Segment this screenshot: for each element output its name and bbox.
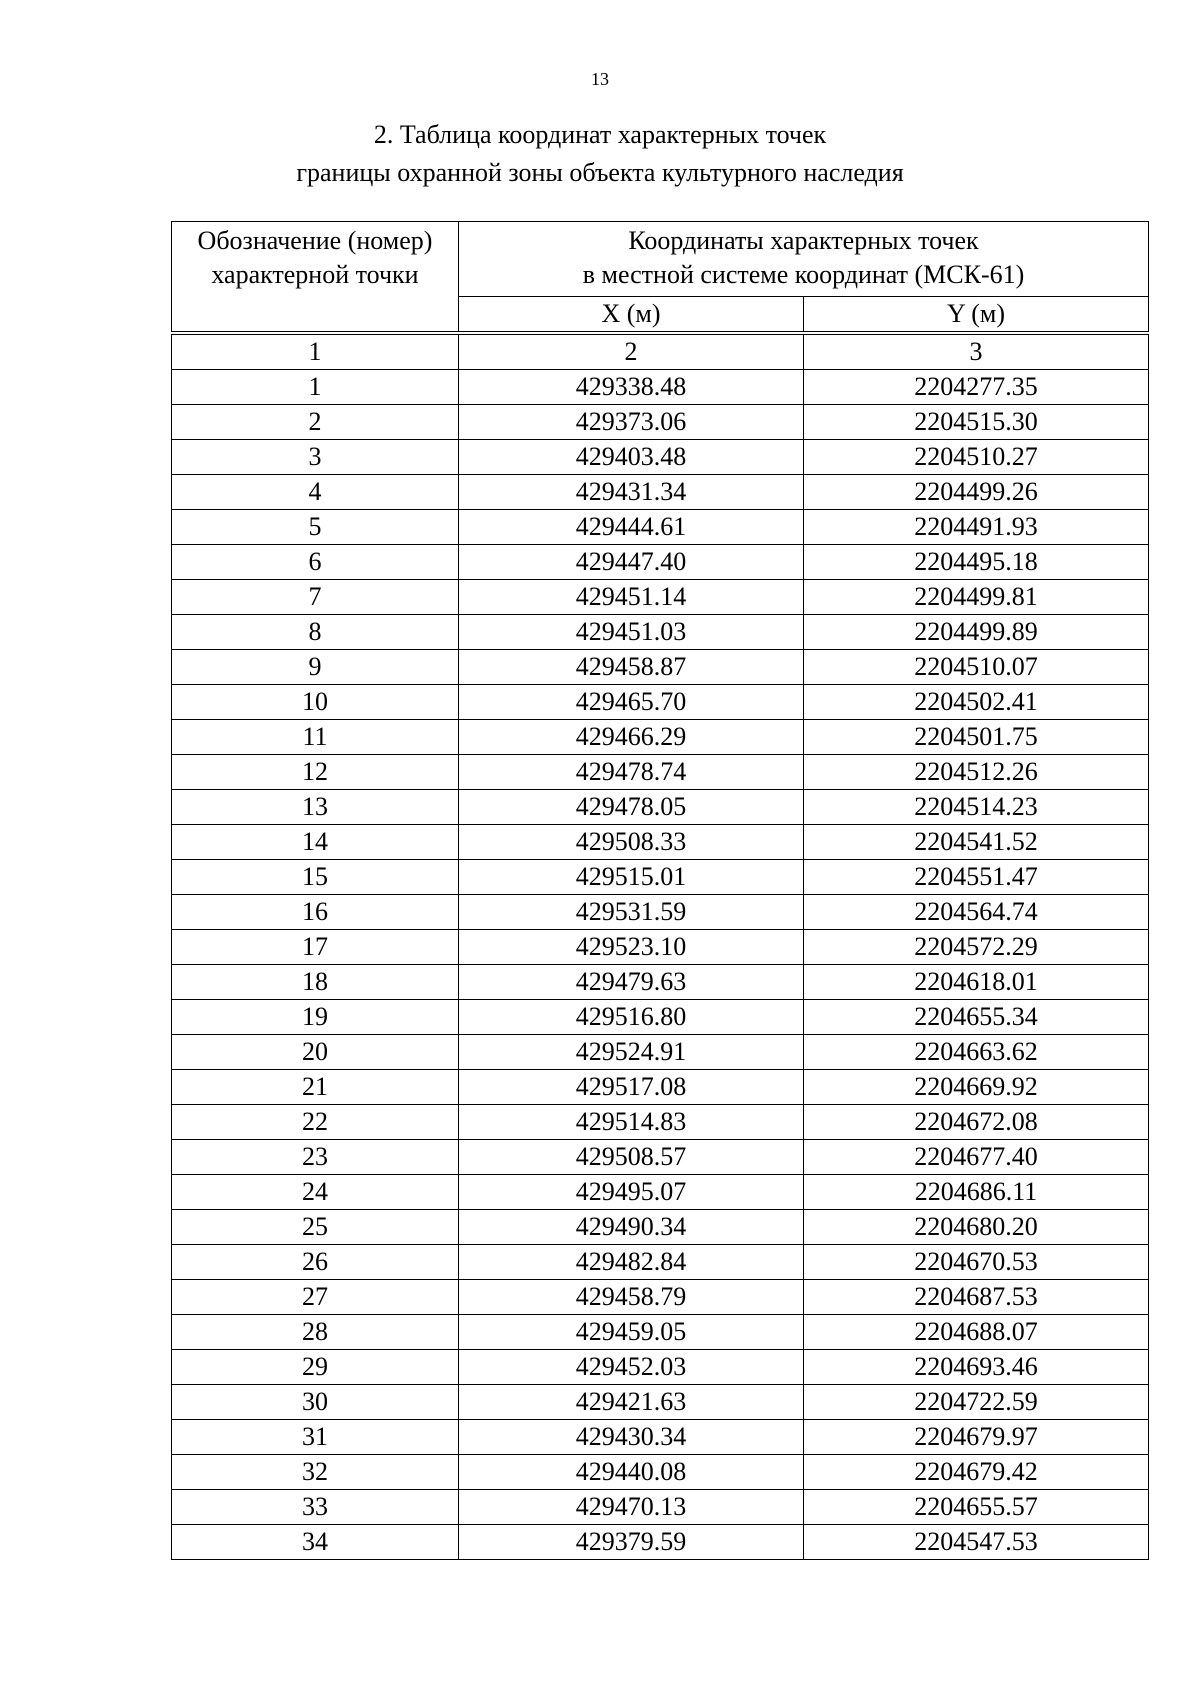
title-line-2: границы охранной зоны объекта культурного наследия: [296, 158, 904, 187]
table-row: [172, 1245, 1149, 1280]
x-coordinate-cell: 429490.34: [459, 1210, 804, 1245]
x-coordinate-cell: 429458.87: [459, 650, 804, 685]
point-number-cell: 27: [172, 1280, 459, 1315]
point-number-cell: 20: [172, 1035, 459, 1070]
table-row: [172, 1385, 1149, 1420]
y-coordinate-cell: 2204512.26: [804, 755, 1149, 790]
x-coordinate-cell: 429444.61: [459, 510, 804, 545]
point-number-cell: 15: [172, 860, 459, 895]
header-x: X (м): [459, 297, 804, 334]
point-number-cell: 1: [172, 370, 459, 405]
table-row: [172, 650, 1149, 685]
table-row: [172, 1105, 1149, 1140]
y-coordinate-cell: 2204499.89: [804, 615, 1149, 650]
x-coordinate-cell: 429379.59: [459, 1525, 804, 1560]
point-number-cell: 21: [172, 1070, 459, 1105]
table-row: [172, 370, 1149, 405]
point-number-cell: 25: [172, 1210, 459, 1245]
header-coordinates-line-1: Координаты характерных точек: [628, 226, 979, 255]
table-row: [172, 1350, 1149, 1385]
y-coordinate-cell: 2204688.07: [804, 1315, 1149, 1350]
table-row: [172, 965, 1149, 1000]
x-coordinate-cell: 429478.74: [459, 755, 804, 790]
header-point-designation-line-2: характерной точки: [211, 260, 419, 289]
y-coordinate-cell: 2204672.08: [804, 1105, 1149, 1140]
x-coordinate-cell: 429508.33: [459, 825, 804, 860]
point-number-cell: 3: [172, 440, 459, 475]
x-coordinate-cell: 429440.08: [459, 1455, 804, 1490]
y-coordinate-cell: 2204670.53: [804, 1245, 1149, 1280]
x-coordinate-cell: 429516.80: [459, 1000, 804, 1035]
table-row: [172, 930, 1149, 965]
x-coordinate-cell: 429466.29: [459, 720, 804, 755]
x-coordinate-cell: 429421.63: [459, 1385, 804, 1420]
x-coordinate-cell: 429478.05: [459, 790, 804, 825]
point-number-cell: 34: [172, 1525, 459, 1560]
table-row: [172, 720, 1149, 755]
y-coordinate-cell: 2204679.97: [804, 1420, 1149, 1455]
table-row: [172, 1420, 1149, 1455]
y-coordinate-cell: 2204564.74: [804, 895, 1149, 930]
y-coordinate-cell: 2204677.40: [804, 1140, 1149, 1175]
y-coordinate-cell: 2204541.52: [804, 825, 1149, 860]
table-row: [172, 1315, 1149, 1350]
y-coordinate-cell: 2204693.46: [804, 1350, 1149, 1385]
y-coordinate-cell: 2204663.62: [804, 1035, 1149, 1070]
y-coordinate-cell: 2204501.75: [804, 720, 1149, 755]
y-coordinate-cell: 2204491.93: [804, 510, 1149, 545]
y-coordinate-cell: 2204551.47: [804, 860, 1149, 895]
x-coordinate-cell: 429479.63: [459, 965, 804, 1000]
x-coordinate-cell: 429451.03: [459, 615, 804, 650]
table-row: [172, 685, 1149, 720]
x-coordinate-cell: 429517.08: [459, 1070, 804, 1105]
x-coordinate-cell: 429524.91: [459, 1035, 804, 1070]
table-row: [172, 545, 1149, 580]
document-title: [0, 116, 1200, 192]
y-coordinate-cell: 2204510.07: [804, 650, 1149, 685]
header-coordinates: [459, 222, 1149, 297]
table-row: [172, 1490, 1149, 1525]
y-coordinate-cell: 2204515.30: [804, 405, 1149, 440]
point-number-cell: 7: [172, 580, 459, 615]
y-coordinate-cell: 2204722.59: [804, 1385, 1149, 1420]
point-number-cell: 13: [172, 790, 459, 825]
x-coordinate-cell: 429338.48: [459, 370, 804, 405]
table-row: [172, 1525, 1149, 1560]
table-row: [172, 580, 1149, 615]
y-coordinate-cell: 2204514.23: [804, 790, 1149, 825]
point-number-cell: 9: [172, 650, 459, 685]
point-number-cell: 10: [172, 685, 459, 720]
point-number-cell: 22: [172, 1105, 459, 1140]
x-coordinate-cell: 429515.01: [459, 860, 804, 895]
point-number-cell: 32: [172, 1455, 459, 1490]
y-coordinate-cell: 2204499.81: [804, 580, 1149, 615]
x-coordinate-cell: 429482.84: [459, 1245, 804, 1280]
page-number: 13: [591, 69, 609, 89]
point-number-cell: 4: [172, 475, 459, 510]
x-coordinate-cell: 429459.05: [459, 1315, 804, 1350]
y-coordinate-cell: 2204686.11: [804, 1175, 1149, 1210]
y-coordinate-cell: 2204510.27: [804, 440, 1149, 475]
y-coordinate-cell: 2204680.20: [804, 1210, 1149, 1245]
table-header: [172, 222, 1149, 334]
x-coordinate-cell: 429470.13: [459, 1490, 804, 1525]
table-row: [172, 1455, 1149, 1490]
point-number-cell: 33: [172, 1490, 459, 1525]
table-row: [172, 825, 1149, 860]
x-coordinate-cell: 429403.48: [459, 440, 804, 475]
column-number-1: 1: [172, 333, 459, 370]
x-coordinate-cell: 429447.40: [459, 545, 804, 580]
y-coordinate-cell: 2204655.34: [804, 1000, 1149, 1035]
point-number-cell: 2: [172, 405, 459, 440]
point-number-cell: 28: [172, 1315, 459, 1350]
table-row: [172, 1210, 1149, 1245]
point-number-cell: 31: [172, 1420, 459, 1455]
y-coordinate-cell: 2204679.42: [804, 1455, 1149, 1490]
header-y: Y (м): [804, 297, 1149, 334]
header-coordinates-line-2: в местной системе координат (МСК-61): [582, 260, 1025, 289]
point-number-cell: 5: [172, 510, 459, 545]
y-coordinate-cell: 2204655.57: [804, 1490, 1149, 1525]
table-row: [172, 510, 1149, 545]
table-row: [172, 790, 1149, 825]
point-number-cell: 26: [172, 1245, 459, 1280]
point-number-cell: 17: [172, 930, 459, 965]
x-coordinate-cell: 429514.83: [459, 1105, 804, 1140]
x-coordinate-cell: 429531.59: [459, 895, 804, 930]
x-coordinate-cell: 429373.06: [459, 405, 804, 440]
header-point-designation-line-1: Обозначение (номер): [197, 226, 433, 255]
table-row: [172, 1140, 1149, 1175]
title-line-1: 2. Таблица координат характерных точек: [373, 120, 827, 149]
point-number-cell: 29: [172, 1350, 459, 1385]
table-row: [172, 1000, 1149, 1035]
y-coordinate-cell: 2204687.53: [804, 1280, 1149, 1315]
y-coordinate-cell: 2204502.41: [804, 685, 1149, 720]
x-coordinate-cell: 429451.14: [459, 580, 804, 615]
column-numbers-row: [172, 333, 1149, 370]
point-number-cell: 16: [172, 895, 459, 930]
point-number-cell: 19: [172, 1000, 459, 1035]
column-number-2: 2: [459, 333, 804, 370]
point-number-cell: 30: [172, 1385, 459, 1420]
table-row: [172, 1070, 1149, 1105]
point-number-cell: 12: [172, 755, 459, 790]
table-row: [172, 615, 1149, 650]
point-number-cell: 18: [172, 965, 459, 1000]
y-coordinate-cell: 2204495.18: [804, 545, 1149, 580]
y-coordinate-cell: 2204572.29: [804, 930, 1149, 965]
table-row: [172, 440, 1149, 475]
y-coordinate-cell: 2204669.92: [804, 1070, 1149, 1105]
table-row: [172, 1280, 1149, 1315]
x-coordinate-cell: 429430.34: [459, 1420, 804, 1455]
x-coordinate-cell: 429465.70: [459, 685, 804, 720]
coordinates-table: [171, 221, 1149, 1560]
table-row: [172, 1035, 1149, 1070]
column-number-3: 3: [804, 333, 1149, 370]
x-coordinate-cell: 429458.79: [459, 1280, 804, 1315]
x-coordinate-cell: 429508.57: [459, 1140, 804, 1175]
point-number-cell: 11: [172, 720, 459, 755]
table-row: [172, 895, 1149, 930]
table-row: [172, 755, 1149, 790]
point-number-cell: 6: [172, 545, 459, 580]
y-coordinate-cell: 2204277.35: [804, 370, 1149, 405]
table-row: [172, 475, 1149, 510]
x-coordinate-cell: 429452.03: [459, 1350, 804, 1385]
point-number-cell: 24: [172, 1175, 459, 1210]
x-coordinate-cell: 429431.34: [459, 475, 804, 510]
table-row: [172, 405, 1149, 440]
point-number-cell: 14: [172, 825, 459, 860]
x-coordinate-cell: 429523.10: [459, 930, 804, 965]
table-body: [172, 333, 1149, 1560]
y-coordinate-cell: 2204618.01: [804, 965, 1149, 1000]
table-row: [172, 1175, 1149, 1210]
header-point-designation: [172, 222, 459, 334]
y-coordinate-cell: 2204547.53: [804, 1525, 1149, 1560]
y-coordinate-cell: 2204499.26: [804, 475, 1149, 510]
table-row: [172, 860, 1149, 895]
point-number-cell: 23: [172, 1140, 459, 1175]
point-number-cell: 8: [172, 615, 459, 650]
x-coordinate-cell: 429495.07: [459, 1175, 804, 1210]
